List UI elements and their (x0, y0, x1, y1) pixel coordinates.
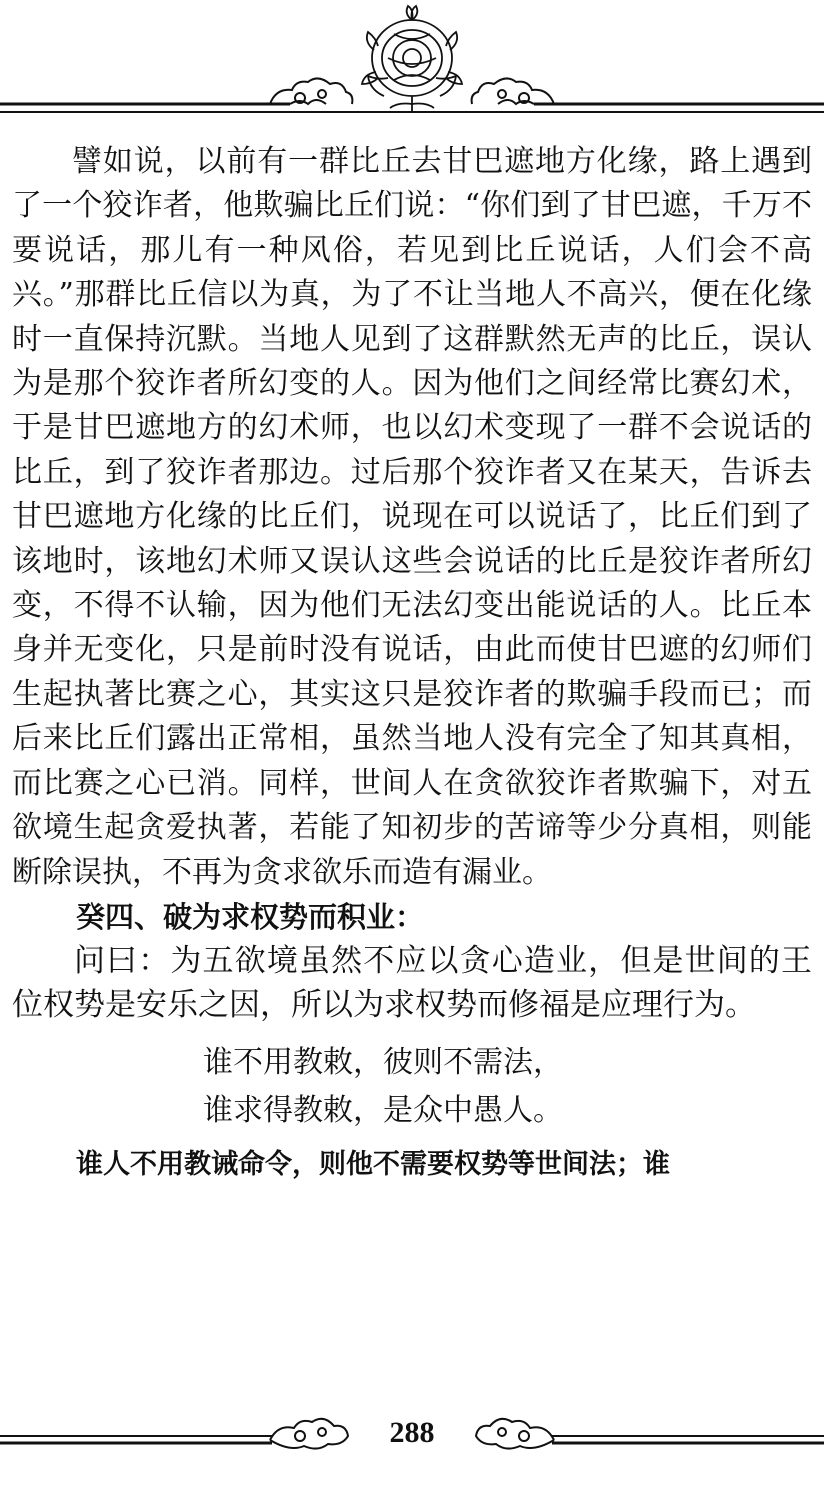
right-cloud-icon (472, 78, 554, 104)
left-cloud-icon (270, 78, 352, 104)
footer-right-cloud-icon (476, 1419, 554, 1449)
page-number: 288 (389, 1416, 435, 1449)
peony-icon (362, 6, 462, 112)
commentary-paragraph: 谁人不用教诫命令，则他不需要权势等世间法；谁 (76, 1148, 670, 1180)
verse-line-1: 谁不用教敕，彼则不需法， (203, 1044, 563, 1080)
question-paragraph: 问曰：为五欲境虽然不应以贪心造业，但是世间的王位权势是安乐之因，所以为求权势而修福是应理行为。 (12, 942, 812, 1022)
header-flower-ornament (0, 0, 824, 132)
body-paragraph: 譬如说，以前有一群比丘去甘巴遮地方化缘，路上遇到了一个狡诈者，他欺骗比丘们说：“你们到了甘巴遮，千万不要说话，那儿有一种风俗，若见到比丘说话，人们会不高兴。”那群比丘信以为真，为了不让当地人不高兴，便在化缘时一直保持沉默。当地人见到了这群默然无声的比丘，误认为是那个狡诈者所幻变的人。因为他们之间经常比赛幻术，于是甘巴遮地方的幻术师，也以幻术变现了一群不会说话的比丘，到了狡诈者那边。过后那个狡诈者又在某天，告诉去甘巴遮地方化缘的比丘们，说现在可以说话了，比丘们到了该地时，该地幻术师又误认这些会说话的比丘是狡诈者所幻变，不得不认输，因为他们无法幻变出能说话的人。比丘本身并无变化，只是前时没有说话，由此而使甘巴遮的幻师们生起执著比赛之心，其实这只是狡诈者的欺骗手段而已；而后来比丘们露出正常相，虽然当地人没有完全了知其真相，而比赛之心已消。同样，世间人在贪欲狡诈者欺骗下，对五欲境生起贪爱执著，若能了知初步的苦谛等少分真相，则能断除误执，不再为贪求欲乐而造有漏业。 (12, 144, 812, 890)
footer-left-cloud-icon (270, 1419, 348, 1449)
verse-line-2: 谁求得教敕，是众中愚人。 (203, 1092, 563, 1128)
section-heading: 癸四、破为求权势而积业： (76, 899, 425, 934)
page-body (12, 140, 812, 1187)
